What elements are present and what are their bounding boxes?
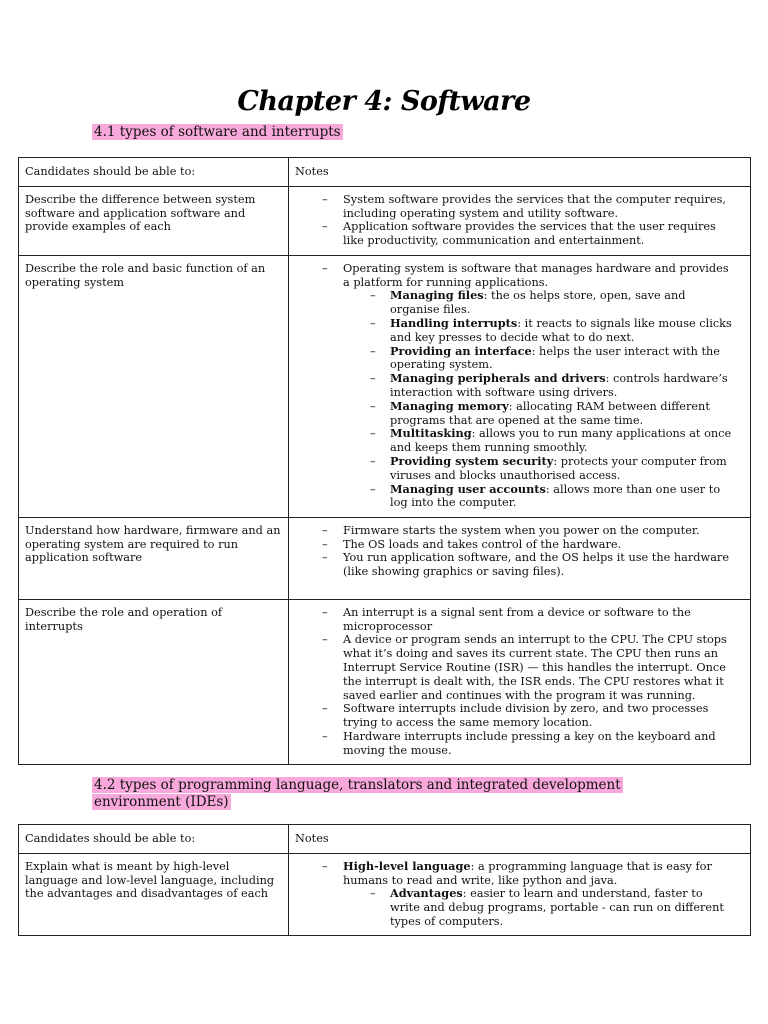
os-function-item bbox=[343, 289, 736, 317]
section-heading-text: 4.1 types of software and interrupts bbox=[94, 124, 341, 140]
os-function-item bbox=[343, 372, 736, 400]
objective-cell: Explain what is meant by high-level language and low-level language, including the advantages and disadvantages of each bbox=[19, 853, 289, 935]
table-header-row bbox=[19, 158, 751, 187]
section-heading-text: 4.2 types of programming language, translators and integrated development bbox=[94, 777, 621, 793]
column-header-notes: Notes bbox=[289, 825, 751, 854]
term-advantages: Advantages bbox=[390, 886, 463, 901]
notes-cell bbox=[289, 186, 751, 255]
function-term: Providing an interface bbox=[390, 343, 532, 358]
notes-list bbox=[295, 606, 736, 758]
notes-list bbox=[295, 262, 736, 510]
objective-cell: Describe the role and basic function of an operating system bbox=[19, 255, 289, 517]
note-item: – Firmware starts the system when you power on the computer. bbox=[295, 524, 736, 538]
function-desc: : the os helps store, open, save and organise files. bbox=[390, 289, 686, 317]
notes-list bbox=[295, 193, 736, 248]
function-desc: : allows more than one user to log into the computer. bbox=[390, 482, 721, 510]
function-desc: : it reacts to signals like mouse clicks and key presses to decide what to do next. bbox=[390, 316, 732, 344]
sub-notes-list bbox=[343, 887, 736, 928]
function-desc: : protects your computer from viruses and blocks unauthorised access. bbox=[390, 454, 727, 482]
term-desc: : easier to learn and understand, faster to write and debug programs, portable - can run on different types of computers. bbox=[390, 887, 724, 928]
objective-cell: Describe the difference between system software and application software and provide examples of each bbox=[19, 186, 289, 255]
os-functions-list bbox=[343, 289, 736, 510]
table-row bbox=[19, 517, 751, 599]
note-item: – An interrupt is a signal sent from a device or software to the microprocessor bbox=[295, 606, 736, 634]
note-item: – The OS loads and takes control of the hardware. bbox=[295, 538, 736, 552]
table-header-row bbox=[19, 825, 751, 854]
sub-note-item bbox=[343, 887, 736, 928]
note-item: – Application software provides the services that the user requires like productivity, communication and entertainment. bbox=[295, 220, 736, 248]
function-term: Managing user accounts bbox=[390, 481, 546, 496]
os-function-item bbox=[343, 317, 736, 345]
os-function-item bbox=[343, 455, 736, 483]
note-item: – System software provides the services that the computer requires, including operating system and utility software. bbox=[295, 193, 736, 221]
notes-list bbox=[295, 524, 736, 579]
objective-cell: Understand how hardware, firmware and an operating system are required to run application software bbox=[19, 517, 289, 599]
section-heading-4-2 bbox=[92, 777, 623, 811]
os-function-item bbox=[343, 483, 736, 511]
function-term: Managing peripherals and drivers bbox=[390, 371, 606, 386]
function-term: Handling interrupts bbox=[390, 315, 518, 330]
section-heading-4-1 bbox=[92, 124, 343, 141]
note-item: – Software interrupts include division by zero, and two processes trying to access the same memory location. bbox=[295, 702, 736, 730]
column-header-objectives: Candidates should be able to: bbox=[19, 825, 289, 854]
note-item: – A device or program sends an interrupt to the CPU. The CPU stops what it’s doing and saves its current state. The CPU then runs an Interrupt Service Routine (ISR) — this handles the interrupt. Once the interrupt is dealt with, the ISR ends. The CPU restores what it saved earlier and continues with the program it was running. bbox=[295, 633, 736, 702]
os-function-item bbox=[343, 427, 736, 455]
note-item bbox=[295, 262, 736, 510]
term-high-level: High-level language bbox=[343, 858, 471, 873]
objective-cell: Describe the role and operation of interrupts bbox=[19, 599, 289, 764]
syllabus-table-4-1 bbox=[18, 157, 751, 765]
column-header-objectives: Candidates should be able to: bbox=[19, 158, 289, 187]
notes-cell bbox=[289, 853, 751, 935]
column-header-notes: Notes bbox=[289, 158, 751, 187]
table-row bbox=[19, 255, 751, 517]
os-function-item bbox=[343, 345, 736, 373]
notes-cell bbox=[289, 255, 751, 517]
function-desc: : allows you to run many applications at once and keeps them running smoothly. bbox=[390, 427, 732, 455]
section-heading-text: environment (IDEs) bbox=[94, 794, 229, 810]
table-row bbox=[19, 186, 751, 255]
function-term: Managing files bbox=[390, 288, 484, 303]
function-desc: : controls hardware’s interaction with software using drivers. bbox=[390, 372, 728, 399]
function-term: Managing memory bbox=[390, 398, 509, 413]
table-row bbox=[19, 599, 751, 764]
function-desc: : helps the user interact with the operating system. bbox=[390, 344, 720, 372]
table-row bbox=[19, 853, 751, 935]
page-title: Chapter 4: Software bbox=[237, 86, 531, 117]
function-desc: : allocating RAM between different programs that are opened at the same time. bbox=[390, 399, 710, 427]
note-item bbox=[295, 860, 736, 929]
term-desc: : a programming language that is easy for humans to read and write, like python and java. bbox=[343, 859, 712, 887]
function-term: Providing system security bbox=[390, 453, 554, 468]
function-term: Multitasking bbox=[390, 426, 472, 441]
notes-cell bbox=[289, 599, 751, 764]
notes-cell bbox=[289, 517, 751, 599]
syllabus-table-4-2 bbox=[18, 824, 751, 936]
os-function-item bbox=[343, 400, 736, 428]
notes-list bbox=[295, 860, 736, 929]
note-text: Operating system is software that manages hardware and provides a platform for running applications. bbox=[343, 261, 729, 289]
note-item: – Hardware interrupts include pressing a key on the keyboard and moving the mouse. bbox=[295, 730, 736, 758]
note-item: – You run application software, and the OS helps it use the hardware (like showing graphics or saving files). bbox=[295, 551, 736, 579]
